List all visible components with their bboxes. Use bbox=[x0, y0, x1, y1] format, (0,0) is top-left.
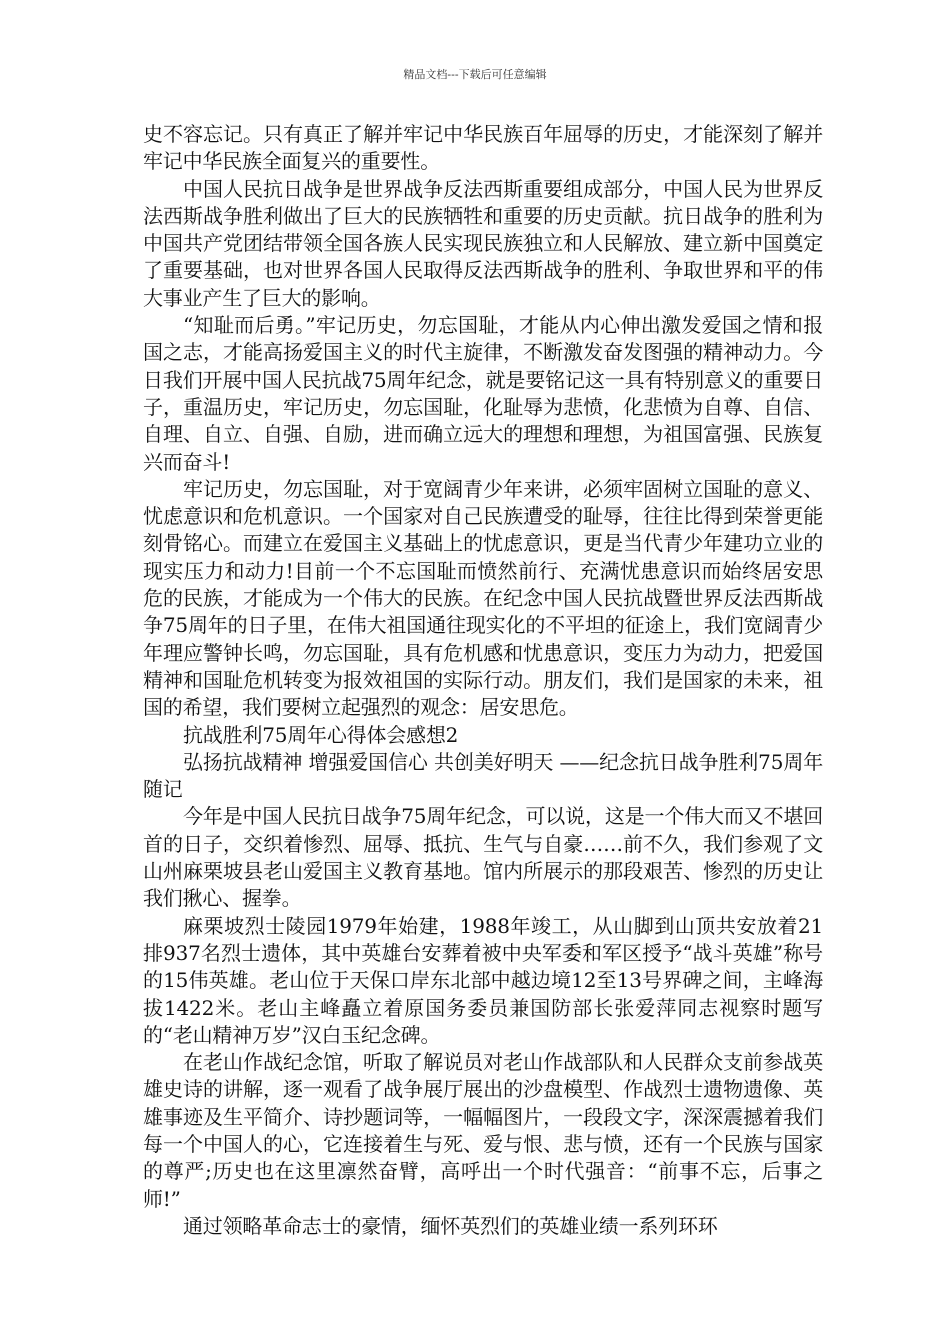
page-header: 精品文档---下载后可任意编辑 bbox=[403, 68, 547, 81]
paragraph: “知耻而后勇。”牢记历史，勿忘国耻，才能从内心伸出激发爱国之情和报国之志，才能高扬爱国主义的时代主旋律，不断激发奋发图强的精神动力。今日我们开展中国人民抗战75周年纪念，就是要铭记这一具有特别意义的重要日子，重温历史，牢记历史，勿忘国耻，化耻辱为悲愤，化悲愤为自尊、自信、自理、自立、自强、自励，进而确立远大的理想和理想，为祖国富强、民族复兴而奋斗! bbox=[143, 313, 823, 474]
paragraph: 今年是中国人民抗日战争75周年纪念，可以说，这是一个伟大而又不堪回首的日子，交织着惨烈、屈辱、抵抗、生气与自豪……前不久，我们参观了文山州麻栗坡县老山爱国主义教育基地。馆内所展示的那段艰苦、惨烈的历史让我们揪心、握拳。 bbox=[143, 804, 823, 911]
paragraph: 通过领略革命志士的豪情，缅怀英烈们的英雄业绩一系列环环 bbox=[183, 1213, 718, 1238]
paragraph: 史不容忘记。只有真正了解并牢记中华民族百年屈辱的历史，才能深刻了解并牢记中华民族全面复兴的重要性。 bbox=[143, 122, 823, 174]
paragraph: 牢记历史，勿忘国耻，对于宽阔青少年来讲，必须牢固树立国耻的意义、忧虑意识和危机意识。一个国家对自己民族遭受的耻辱，往往比得到荣誉更能刻骨铭心。而建立在爱国主义基础上的忧虑意识，更是当代青少年建功立业的现实压力和动力!目前一个不忘国耻而愤然前行、充满忧患意识而始终居安思危的民族，才能成为一个伟大的民族。在纪念中国人民抗战暨世界反法西斯战争75周年的日子里，在伟大祖国通往现实化的不平坦的征途上，我们宽阔青少年理应警钟长鸣，勿忘国耻，具有危机感和忧患意识，变压力为动力，把爱国精神和国耻危机转变为报效祖国的实际行动。朋友们，我们是国家的未来，祖国的希望，我们要树立起强烈的观念：居安思危。 bbox=[143, 476, 823, 720]
paragraph: 中国人民抗日战争是世界战争反法西斯重要组成部分，中国人民为世界反法西斯战争胜利做出了巨大的民族牺牲和重要的历史贡献。抗日战争的胜利为中国共产党团结带领全国各族人民实现民族独立和人民解放、建立新中国奠定了重要基础，也对世界各国人民取得反法西斯战争的胜利、争取世界和平的伟大事业产生了巨大的影响。 bbox=[143, 176, 823, 310]
paragraph: 麻栗坡烈士陵园1979年始建，1988年竣工，从山脚到山顶共安放着21排937名烈士遗体，其中英雄台安葬着被中央军委和军区授予“战斗英雄”称号的15伟英雄。老山位于天保口岸东北部中越边境12至13号界碑之间，主峰海拔1422米。老山主峰矗立着原国务委员兼国防部长张爱萍同志视察时题写的“老山精神万岁”汉白玉纪念碑。 bbox=[143, 913, 823, 1047]
document-body bbox=[143, 121, 823, 1240]
article-title: 弘扬抗战精神 增强爱国信心 共创美好明天 ——纪念抗日战争胜利75周年随记 bbox=[143, 749, 823, 802]
paragraph: 在老山作战纪念馆，听取了解说员对老山作战部队和人民群众支前参战英雄史诗的讲解，逐一观看了战争展厅展出的沙盘模型、作战烈士遗物遗像、英雄事迹及生平简介、诗抄题词等，一幅幅图片，一段段文字，深深震撼着我们每一个中国人的心，它连接着生与死、爱与恨、悲与愤，还有一个民族与国家的尊严;历史也在这里凛然奋臂，高呼出一个时代强音：“前事不忘，后事之师!” bbox=[143, 1050, 823, 1211]
section-heading: 抗战胜利75周年心得体会感想2 bbox=[183, 722, 459, 747]
